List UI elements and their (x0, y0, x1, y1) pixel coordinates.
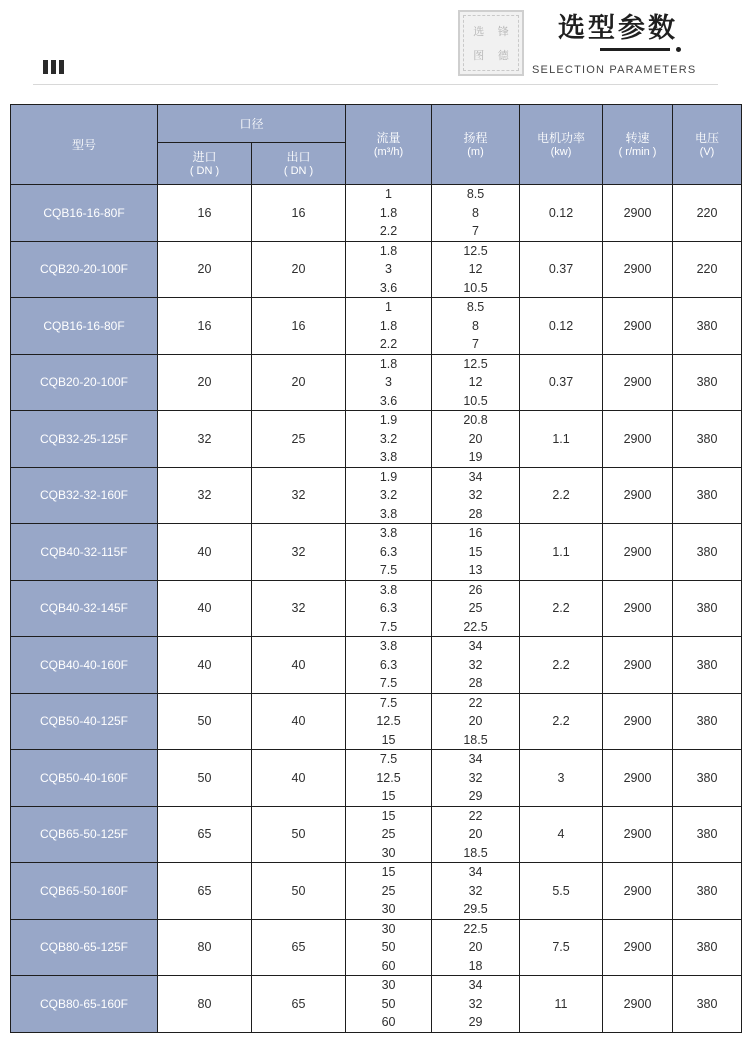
cell-inlet: 16 (158, 298, 252, 355)
cell-flow (346, 863, 432, 920)
cell-model: CQB65-50-160F (11, 863, 158, 920)
cell-outlet: 40 (252, 750, 346, 807)
cell-head-value: 34 (468, 752, 483, 766)
cell-head-value: 22 (468, 695, 483, 710)
cell-speed: 2900 (603, 750, 673, 807)
cell-flow-value: 30 (381, 845, 396, 860)
cell-flow-value: 7.5 (379, 676, 398, 690)
cell-outlet: 32 (252, 524, 346, 581)
cell-power: 7.5 (520, 919, 603, 976)
cell-head-value: 32 (468, 996, 483, 1011)
cell-model: CQB50-40-125F (11, 693, 158, 750)
cell-head-value: 25 (468, 601, 483, 615)
cell-head-value: 8.5 (466, 300, 485, 314)
cell-flow-value: 30 (381, 902, 396, 916)
cell-head-value: 28 (468, 506, 483, 521)
cell-voltage: 380 (673, 467, 742, 524)
table-row (11, 411, 742, 468)
cell-model: CQB16-16-80F (11, 298, 158, 355)
cell-speed: 2900 (603, 637, 673, 694)
cell-speed: 2900 (603, 806, 673, 863)
brand-logo (458, 10, 524, 76)
cell-head-value: 29 (468, 789, 483, 803)
logo-char: 选 (473, 24, 485, 38)
cell-flow-value: 3 (385, 262, 392, 276)
cell-flow-value: 6.3 (379, 657, 398, 672)
cell-outlet: 32 (252, 467, 346, 524)
cell-head (432, 354, 520, 411)
cell-inlet: 50 (158, 693, 252, 750)
table-row (11, 354, 742, 411)
cell-flow-value: 3 (385, 375, 392, 389)
cell-outlet: 25 (252, 411, 346, 468)
cell-head-value: 22.5 (463, 619, 488, 634)
cell-voltage: 380 (673, 919, 742, 976)
cell-flow-value: 1.9 (379, 469, 398, 484)
table-body (11, 185, 742, 1033)
cell-inlet: 65 (158, 806, 252, 863)
cell-flow-value: 3.6 (379, 280, 398, 295)
cell-head-value: 28 (468, 676, 483, 690)
header-head-label: 扬程 (463, 130, 488, 145)
cell-outlet: 16 (252, 185, 346, 242)
header-divider (33, 84, 718, 85)
cell-flow-value: 50 (381, 940, 396, 954)
cell-head-value: 32 (468, 657, 483, 672)
cell-speed: 2900 (603, 693, 673, 750)
cell-outlet: 16 (252, 298, 346, 355)
cell-head-value: 20.8 (463, 413, 488, 427)
cell-flow (346, 354, 432, 411)
cell-head-value: 12.5 (463, 243, 488, 258)
header-voltage-unit: (V) (699, 145, 715, 158)
cell-flow (346, 693, 432, 750)
cell-head-value: 20 (468, 431, 483, 446)
header-voltage-label: 电压 (695, 130, 720, 145)
header-outlet-unit: ( DN ) (283, 164, 314, 177)
cell-flow-value: 30 (381, 921, 396, 936)
header-speed (603, 105, 673, 185)
cell-outlet: 50 (252, 863, 346, 920)
cell-speed: 2900 (603, 863, 673, 920)
logo-char: 锋 (497, 24, 509, 38)
table-row (11, 637, 742, 694)
cell-inlet: 20 (158, 354, 252, 411)
cell-model: CQB40-40-160F (11, 637, 158, 694)
cell-head-value: 16 (468, 526, 483, 540)
cell-flow-value: 3.2 (379, 488, 398, 502)
title-dot (676, 47, 681, 52)
cell-head-value: 34 (468, 978, 483, 992)
cell-power: 2.2 (520, 467, 603, 524)
cell-head (432, 241, 520, 298)
cell-flow-value: 7.5 (379, 563, 398, 577)
cell-head-value: 29 (468, 1015, 483, 1029)
cell-flow-value: 15 (381, 789, 396, 803)
cell-model: CQB32-25-125F (11, 411, 158, 468)
cell-power: 4 (520, 806, 603, 863)
cell-head-value: 12 (468, 375, 483, 389)
cell-power: 2.2 (520, 580, 603, 637)
cell-flow-value: 1.8 (379, 356, 398, 371)
cell-head-value: 10.5 (463, 280, 488, 295)
cell-flow-value: 60 (381, 958, 396, 973)
cell-flow-value: 1.8 (379, 318, 398, 333)
cell-flow (346, 637, 432, 694)
cell-speed: 2900 (603, 467, 673, 524)
cell-head (432, 919, 520, 976)
cell-flow (346, 524, 432, 581)
cell-flow-value: 3.6 (379, 393, 398, 408)
cell-flow (346, 411, 432, 468)
cell-flow (346, 241, 432, 298)
cell-head-value: 34 (468, 865, 483, 879)
cell-head-value: 18 (468, 958, 483, 973)
cell-head-value: 20 (468, 714, 483, 728)
cell-head (432, 863, 520, 920)
cell-power: 0.37 (520, 354, 603, 411)
cell-voltage: 220 (673, 241, 742, 298)
cell-head-value: 26 (468, 582, 483, 597)
cell-head (432, 580, 520, 637)
cell-head-value: 32 (468, 488, 483, 502)
cell-head-value: 7 (472, 337, 479, 351)
cell-head-value: 12.5 (463, 356, 488, 371)
cell-power: 1.1 (520, 524, 603, 581)
header-inlet-label: 进口 (192, 149, 217, 164)
page-subtitle: SELECTION PARAMETERS (532, 64, 697, 76)
cell-flow-value: 15 (381, 808, 396, 823)
cell-power: 2.2 (520, 637, 603, 694)
cell-flow-value: 3.8 (379, 450, 398, 464)
table-row (11, 580, 742, 637)
cell-outlet: 20 (252, 354, 346, 411)
cell-power: 0.37 (520, 241, 603, 298)
cell-model: CQB20-20-100F (11, 354, 158, 411)
cell-head-value: 13 (468, 563, 483, 577)
cell-flow-value: 15 (381, 865, 396, 879)
cell-flow-value: 25 (381, 883, 396, 898)
header-inlet (158, 143, 252, 185)
cell-head (432, 411, 520, 468)
header-head-unit: (m) (467, 145, 484, 158)
cell-flow-value: 2.2 (379, 224, 398, 238)
header-flow-label: 流量 (376, 130, 401, 145)
cell-voltage: 380 (673, 750, 742, 807)
cell-model: CQB16-16-80F (11, 185, 158, 242)
cell-inlet: 32 (158, 411, 252, 468)
cell-voltage: 220 (673, 185, 742, 242)
cell-flow-value: 12.5 (376, 714, 401, 728)
cell-flow (346, 467, 432, 524)
table-row (11, 524, 742, 581)
cell-speed: 2900 (603, 919, 673, 976)
cell-speed: 2900 (603, 241, 673, 298)
cell-flow (346, 298, 432, 355)
cell-model: CQB32-32-160F (11, 467, 158, 524)
cell-head (432, 524, 520, 581)
cell-flow-value: 1 (385, 187, 392, 201)
cell-inlet: 80 (158, 919, 252, 976)
table-row (11, 919, 742, 976)
cell-flow-value: 7.5 (379, 619, 398, 634)
cell-inlet: 65 (158, 863, 252, 920)
cell-head (432, 750, 520, 807)
cell-model: CQB40-32-115F (11, 524, 158, 581)
cell-head-value: 12 (468, 262, 483, 276)
header-diameter: 口径 (158, 105, 346, 143)
cell-flow-value: 3.2 (379, 431, 398, 446)
cell-power: 2.2 (520, 693, 603, 750)
cell-flow-value: 3.8 (379, 506, 398, 521)
cell-voltage: 380 (673, 580, 742, 637)
cell-flow-value: 2.2 (379, 337, 398, 351)
cell-voltage: 380 (673, 411, 742, 468)
cell-head-value: 10.5 (463, 393, 488, 408)
table-row (11, 241, 742, 298)
cell-model: CQB50-40-160F (11, 750, 158, 807)
cell-inlet: 40 (158, 524, 252, 581)
cell-model: CQB20-20-100F (11, 241, 158, 298)
cell-flow-value: 1 (385, 300, 392, 314)
cell-head (432, 806, 520, 863)
cell-speed: 2900 (603, 298, 673, 355)
header-outlet-label: 出口 (286, 149, 311, 164)
cell-model: CQB40-32-145F (11, 580, 158, 637)
cell-power: 3 (520, 750, 603, 807)
cell-head-value: 7 (472, 224, 479, 238)
cell-voltage: 380 (673, 806, 742, 863)
cell-head (432, 976, 520, 1033)
cell-flow (346, 919, 432, 976)
cell-head-value: 8.5 (466, 187, 485, 201)
cell-flow (346, 185, 432, 242)
cell-flow (346, 750, 432, 807)
header-speed-unit: ( r/min ) (618, 145, 657, 158)
page-title: 选型参数 (558, 13, 678, 44)
cell-voltage: 380 (673, 693, 742, 750)
cell-head (432, 185, 520, 242)
cell-flow-value: 3.8 (379, 582, 398, 597)
cell-flow (346, 580, 432, 637)
cell-head-value: 8 (472, 318, 479, 333)
cell-power: 1.1 (520, 411, 603, 468)
header-power-unit: (kw) (550, 145, 572, 158)
table-row (11, 467, 742, 524)
cell-flow-value: 3.8 (379, 639, 398, 653)
cell-head-value: 20 (468, 940, 483, 954)
cell-flow-value: 25 (381, 827, 396, 841)
cell-model: CQB80-65-160F (11, 976, 158, 1033)
title-underline (600, 48, 670, 51)
cell-speed: 2900 (603, 411, 673, 468)
header-inlet-unit: ( DN ) (189, 164, 220, 177)
cell-flow-value: 1.8 (379, 205, 398, 220)
cell-inlet: 32 (158, 467, 252, 524)
cell-head-value: 32 (468, 883, 483, 898)
cell-flow-value: 7.5 (379, 695, 398, 710)
cell-outlet: 40 (252, 637, 346, 694)
header-speed-label: 转速 (625, 130, 650, 145)
menu-bars-icon (43, 60, 64, 74)
cell-power: 0.12 (520, 185, 603, 242)
cell-head-value: 29.5 (463, 902, 488, 916)
cell-speed: 2900 (603, 524, 673, 581)
cell-voltage: 380 (673, 298, 742, 355)
cell-inlet: 80 (158, 976, 252, 1033)
cell-flow-value: 15 (381, 732, 396, 747)
cell-outlet: 20 (252, 241, 346, 298)
cell-head (432, 298, 520, 355)
cell-head-value: 32 (468, 770, 483, 785)
page-header (0, 0, 750, 95)
selection-parameters-table (10, 104, 742, 1033)
cell-head-value: 18.5 (463, 732, 488, 747)
cell-flow (346, 806, 432, 863)
cell-head (432, 467, 520, 524)
cell-head-value: 34 (468, 469, 483, 484)
cell-inlet: 50 (158, 750, 252, 807)
cell-model: CQB65-50-125F (11, 806, 158, 863)
cell-voltage: 380 (673, 354, 742, 411)
cell-head-value: 15 (468, 544, 483, 559)
cell-flow-value: 6.3 (379, 601, 398, 615)
table-row (11, 693, 742, 750)
cell-head-value: 8 (472, 205, 479, 220)
logo-char: 图 (473, 49, 485, 63)
header-flow-unit: (m³/h) (373, 145, 404, 158)
cell-inlet: 20 (158, 241, 252, 298)
cell-power: 11 (520, 976, 603, 1033)
cell-power: 0.12 (520, 298, 603, 355)
cell-power: 5.5 (520, 863, 603, 920)
table-row (11, 863, 742, 920)
cell-voltage: 380 (673, 524, 742, 581)
cell-head (432, 637, 520, 694)
cell-inlet: 16 (158, 185, 252, 242)
header-flow (346, 105, 432, 185)
cell-flow-value: 6.3 (379, 544, 398, 559)
cell-head (432, 693, 520, 750)
cell-outlet: 32 (252, 580, 346, 637)
cell-outlet: 50 (252, 806, 346, 863)
cell-head-value: 19 (468, 450, 483, 464)
cell-inlet: 40 (158, 580, 252, 637)
cell-speed: 2900 (603, 185, 673, 242)
cell-flow-value: 50 (381, 996, 396, 1011)
cell-flow-value: 7.5 (379, 752, 398, 766)
logo-char: 德 (497, 49, 509, 63)
cell-inlet: 40 (158, 637, 252, 694)
cell-flow-value: 12.5 (376, 770, 401, 785)
cell-head-value: 34 (468, 639, 483, 653)
cell-voltage: 380 (673, 976, 742, 1033)
cell-flow-value: 1.8 (379, 243, 398, 258)
cell-model: CQB80-65-125F (11, 919, 158, 976)
cell-speed: 2900 (603, 976, 673, 1033)
cell-speed: 2900 (603, 580, 673, 637)
cell-flow-value: 60 (381, 1015, 396, 1029)
table-row (11, 806, 742, 863)
cell-head-value: 20 (468, 827, 483, 841)
table-row (11, 298, 742, 355)
cell-flow-value: 30 (381, 978, 396, 992)
table-row (11, 750, 742, 807)
cell-head-value: 22 (468, 808, 483, 823)
cell-flow-value: 1.9 (379, 413, 398, 427)
cell-speed: 2900 (603, 354, 673, 411)
cell-voltage: 380 (673, 863, 742, 920)
cell-flow-value: 3.8 (379, 526, 398, 540)
cell-flow (346, 976, 432, 1033)
cell-outlet: 65 (252, 976, 346, 1033)
header-power-label: 电机功率 (537, 130, 586, 145)
header-power (520, 105, 603, 185)
table-row (11, 976, 742, 1033)
cell-head-value: 22.5 (463, 921, 488, 936)
table-row (11, 185, 742, 242)
header-outlet (252, 143, 346, 185)
header-model: 型号 (11, 105, 158, 185)
cell-head-value: 18.5 (463, 845, 488, 860)
header-voltage (673, 105, 742, 185)
cell-outlet: 40 (252, 693, 346, 750)
header-head (432, 105, 520, 185)
cell-outlet: 65 (252, 919, 346, 976)
cell-voltage: 380 (673, 637, 742, 694)
